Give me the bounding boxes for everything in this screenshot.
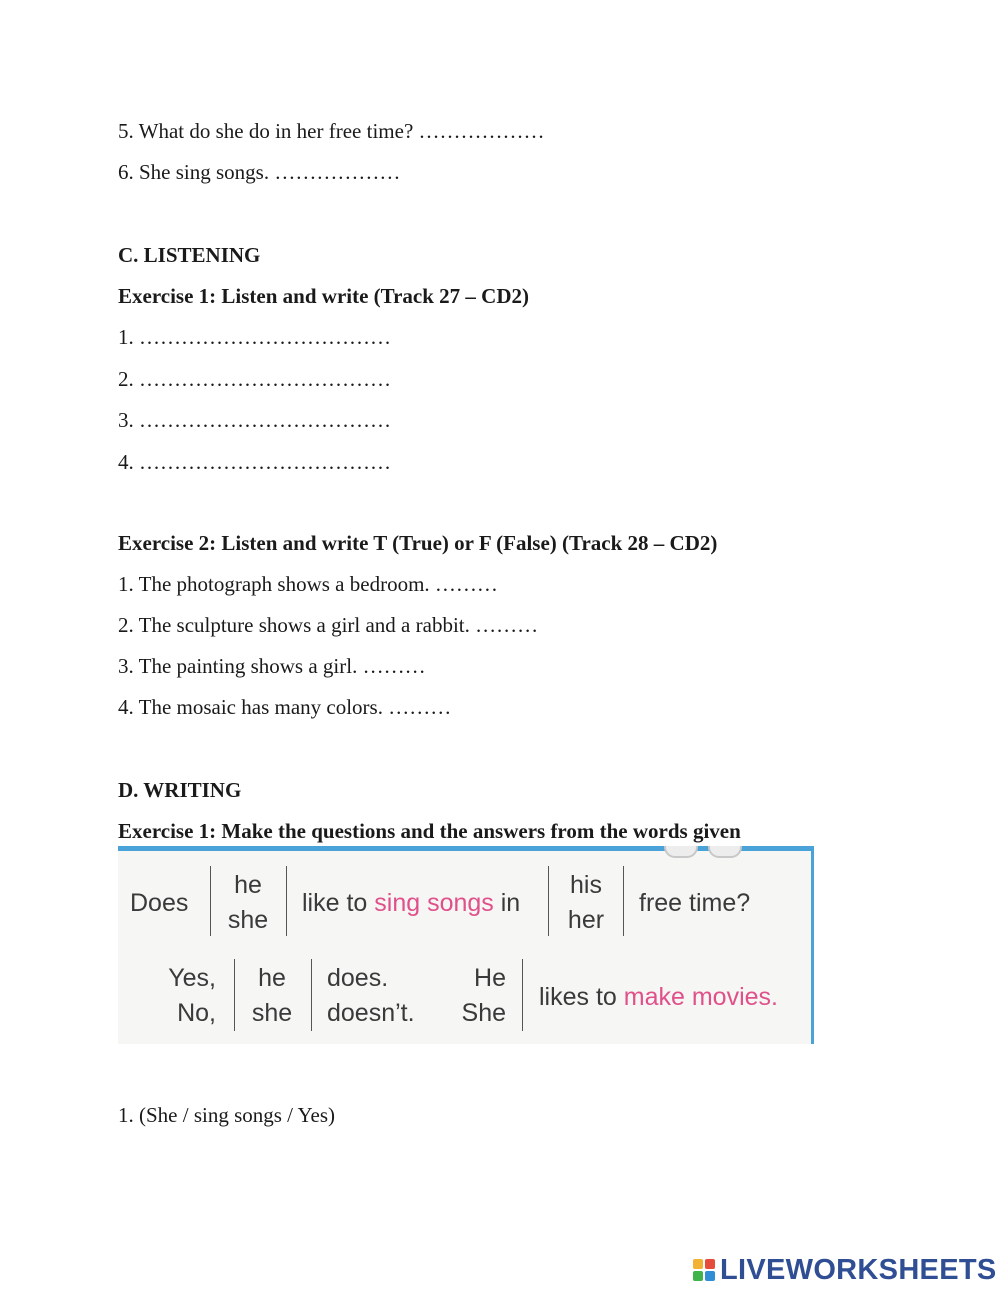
- listening-ex2-item[interactable]: 3. The painting shows a girl. ………: [118, 654, 426, 678]
- answer-subject-2: she: [251, 999, 293, 1027]
- answer-likes: [539, 980, 778, 1014]
- listening-ex2-item[interactable]: 1. The photograph shows a bedroom. ………: [118, 572, 498, 596]
- divider: [311, 959, 312, 1031]
- answer-pronoun-1: He: [474, 964, 506, 992]
- frame-knob: [664, 846, 698, 858]
- listening-ex1-item[interactable]: 3. ………………………………: [118, 408, 391, 432]
- answer-no: No,: [177, 999, 216, 1027]
- listening-ex2-item[interactable]: 4. The mosaic has many colors. ………: [118, 695, 452, 719]
- listening-ex1-item[interactable]: 1. ………………………………: [118, 325, 391, 349]
- question-aux: Does: [130, 889, 189, 917]
- logo-text: LIVEWORKSHEETS: [720, 1253, 997, 1286]
- answer-yes: Yes,: [168, 964, 216, 992]
- answer-subject-1: he: [258, 964, 286, 992]
- frame-right-bar: [811, 846, 814, 1044]
- divider: [522, 959, 523, 1031]
- logo-square: [705, 1259, 715, 1269]
- listening-exercise-1-title: Exercise 1: Listen and write (Track 27 – CD2): [118, 284, 529, 308]
- listening-ex2-item[interactable]: 2. The sculpture shows a girl and a rabbit. ………: [118, 613, 539, 637]
- writing-heading: D. WRITING: [118, 778, 242, 802]
- writing-exercise-1-title: Exercise 1: Make the questions and the answers from the words given: [118, 819, 741, 843]
- divider: [234, 959, 235, 1031]
- divider: [623, 866, 624, 936]
- grammar-table: [118, 846, 814, 1044]
- logo-square: [693, 1259, 703, 1269]
- logo-mark-icon: [693, 1259, 715, 1281]
- divider: [548, 866, 549, 936]
- question-possessive-2: her: [567, 906, 605, 934]
- logo-square: [693, 1271, 703, 1281]
- question-subject-1: he: [234, 871, 262, 899]
- question-5: 5. What do she do in her free time? ………………: [118, 119, 545, 143]
- answer-likes-highlight: make movies: [623, 983, 772, 1011]
- answer-pronoun-2: She: [461, 999, 506, 1027]
- listening-heading: C. LISTENING: [118, 243, 261, 267]
- question-6: 6. She sing songs. ………………: [118, 160, 401, 184]
- question-possessive-1: his: [570, 871, 602, 899]
- question-ending: free time?: [639, 889, 751, 917]
- answer-verb-1: does.: [327, 964, 389, 992]
- answer-verb-2: doesn’t.: [327, 999, 415, 1027]
- listening-ex1-item[interactable]: 4. ………………………………: [118, 450, 391, 474]
- answer-likes-end: .: [771, 983, 778, 1011]
- question-subject-2: she: [227, 906, 269, 934]
- question-verb-pre: like to: [302, 889, 368, 917]
- divider: [286, 866, 287, 936]
- answer-likes-pre: likes to: [539, 983, 617, 1011]
- divider: [210, 866, 211, 936]
- logo-square: [705, 1271, 715, 1281]
- question-verb-highlight: sing songs: [374, 889, 494, 917]
- question-verb: [302, 886, 520, 920]
- frame-knob: [708, 846, 742, 858]
- listening-exercise-2-title: Exercise 2: Listen and write T (True) or F (False) (Track 28 – CD2): [118, 531, 718, 555]
- question-verb-post: in: [500, 889, 521, 917]
- liveworksheets-logo: [693, 1253, 997, 1287]
- writing-item[interactable]: 1. (She / sing songs / Yes): [118, 1103, 336, 1127]
- listening-ex1-item[interactable]: 2. ………………………………: [118, 367, 391, 391]
